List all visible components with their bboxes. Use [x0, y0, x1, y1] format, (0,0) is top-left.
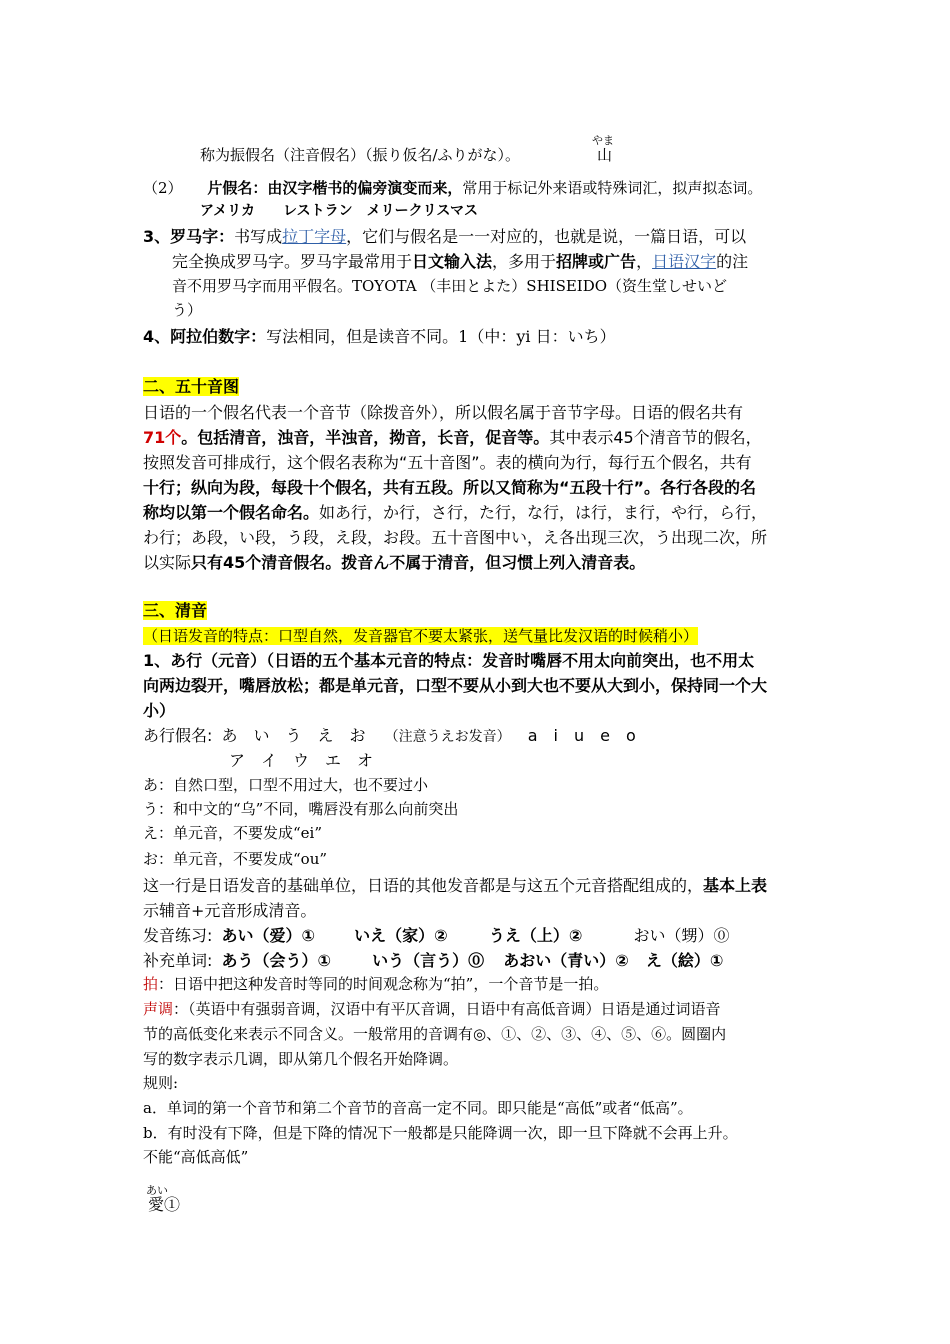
tone-line3: 写的数字表示几调，即从第几个假名开始降调。	[143, 1050, 459, 1068]
basic-unit-line1: 这一行是日语发音的基础单位，日语的其他发音都是与这五个元音搭配组成的，基本上表	[143, 876, 768, 895]
beat-definition: 拍：日语中把这种发音时等同的时间观念称为“拍”，一个音节是一拍。	[143, 975, 609, 993]
tone-line2: 节的高低变化来表示不同含义。一般常用的音调有◎、①、②、③、④、⑤、⑥。圆圈内	[143, 1025, 727, 1043]
a-row-kana-line: あ行假名: あ い う え お （注意うえお发音） a i u e o	[143, 726, 636, 745]
note-e: え：单元音，不要发成“ei”	[143, 824, 323, 842]
gojuon-para-line6: わ行；あ段，い段，う段，え段，お段。五十音图中い，え各出现三次，う出现二次，所	[143, 528, 768, 547]
link-japanese-kanji[interactable]: 日语汉字	[652, 252, 717, 271]
kanji-yama: 山	[597, 146, 613, 164]
a-row-katakana: ア イ ウ エ オ	[229, 751, 374, 770]
pronunciation-note: （日语发音的特点：口型自然，发音器官不要太紧张，送气量比发汉语的时候稍小）	[143, 627, 699, 645]
ruby-ai: あい	[146, 1184, 168, 1197]
furigana-text: 称为振假名（注音假名）（振り仮名/ふりがな）。	[200, 146, 521, 164]
ruby-yama: やま	[592, 134, 614, 147]
gojuon-para-line1: 日语的一个假名代表一个音节（除拨音外），所以假名属于音节字母。日语的假名共有	[143, 403, 744, 422]
rule-b: b．有时没有下降，但是下降的情况下一般都是只能降调一次，即一旦下降就不会再上升。	[143, 1124, 738, 1142]
gojuon-para-line3: 按照发音可排成行，这个假名表称为“五十音图”。表的横向为行，每行五个假名，共有	[143, 453, 752, 472]
item-katakana: （2） 片假名：由汉字楷书的偏旁演变而来，常用于标记外来语或特殊词汇，拟声拟态词。	[143, 179, 763, 197]
katakana-examples: アメリカ レストラン メリークリスマス	[200, 203, 479, 219]
practice-line: 发音练习: あい（爱）① いえ（家）② うえ（上）② おい（甥）⓪	[143, 926, 730, 945]
note-a: あ：自然口型，口型不用过大，也不要过小	[143, 776, 429, 794]
a-row-heading-line3: 小）	[143, 701, 176, 720]
a-row-heading-line1: 1、あ行（元音）（日语的五个基本元音的特点：发音时嘴唇不用太向前突出，也不用太	[143, 651, 755, 670]
note-o: お：单元音，不要发成“ou”	[143, 850, 328, 868]
rule-c: 不能“高低高低”	[143, 1148, 249, 1166]
supplement-line: 补充单词: あう（会う）① いう（言う）⓪ あおい（青い）② え（絵）①	[143, 951, 724, 970]
section-title-gojuon: 二、五十音图	[143, 377, 240, 396]
item-romaji: 3、罗马字：书写成拉丁字母，它们与假名是一一对应的，也就是说，一篇日语，可以	[143, 227, 747, 246]
rule-a: a．单词的第一个音节和第二个音节的音高一定不同。即只能是“高低”或者“低高”。	[143, 1099, 693, 1117]
kanji-ai: 愛①	[148, 1195, 181, 1214]
basic-unit-line2: 示辅音+元音形成清音。	[143, 901, 317, 920]
furigana-line	[200, 146, 520, 165]
section-title-seion: 三、清音	[143, 601, 208, 620]
gojuon-para-line5: 称均以第一个假名命名。如あ行，か行，さ行，た行，な行，は行，ま行，や行，ら行，	[143, 503, 768, 522]
tone-line1: 声调：（英语中有强弱音调，汉语中有平仄音调，日语中有高低音调）日语是通过词语音	[143, 1000, 721, 1018]
romaji-line2: 完全换成罗马字。罗马字最常用于日文输入法，多用于招牌或广告，日语汉字的注	[172, 252, 749, 271]
rules-label: 规则:	[143, 1074, 179, 1092]
romaji-line3: 音不用罗马字而用平假名。TOYOTA （丰田とよた）SHISEIDO（资生堂しせいど	[172, 277, 728, 295]
romaji-line4: う）	[172, 301, 203, 319]
gojuon-para-line2: 71个。包括清音，浊音，半浊音，拗音，长音，促音等。其中表示45个清音节的假名，	[143, 428, 762, 447]
a-row-heading-line2: 向两边裂开，嘴唇放松；都是单元音，口型不要从小到大也不要从大到小，保持同一个大	[143, 676, 768, 695]
link-latin-alphabet[interactable]: 拉丁字母	[282, 227, 347, 246]
gojuon-para-line7: 以实际只有45个清音假名。拨音ん不属于清音，但习惯上列入清音表。	[143, 553, 646, 572]
gojuon-para-line4: 十行；纵向为段，每段十个假名，共有五段。所以又简称为“五段十行”。各行各段的名	[143, 478, 757, 497]
item-arabic-numerals: 4、阿拉伯数字：写法相同，但是读音不同。1（中：yi 日：いち）	[143, 327, 616, 346]
note-u: う：和中文的“乌”不同，嘴唇没有那么向前突出	[143, 800, 459, 818]
